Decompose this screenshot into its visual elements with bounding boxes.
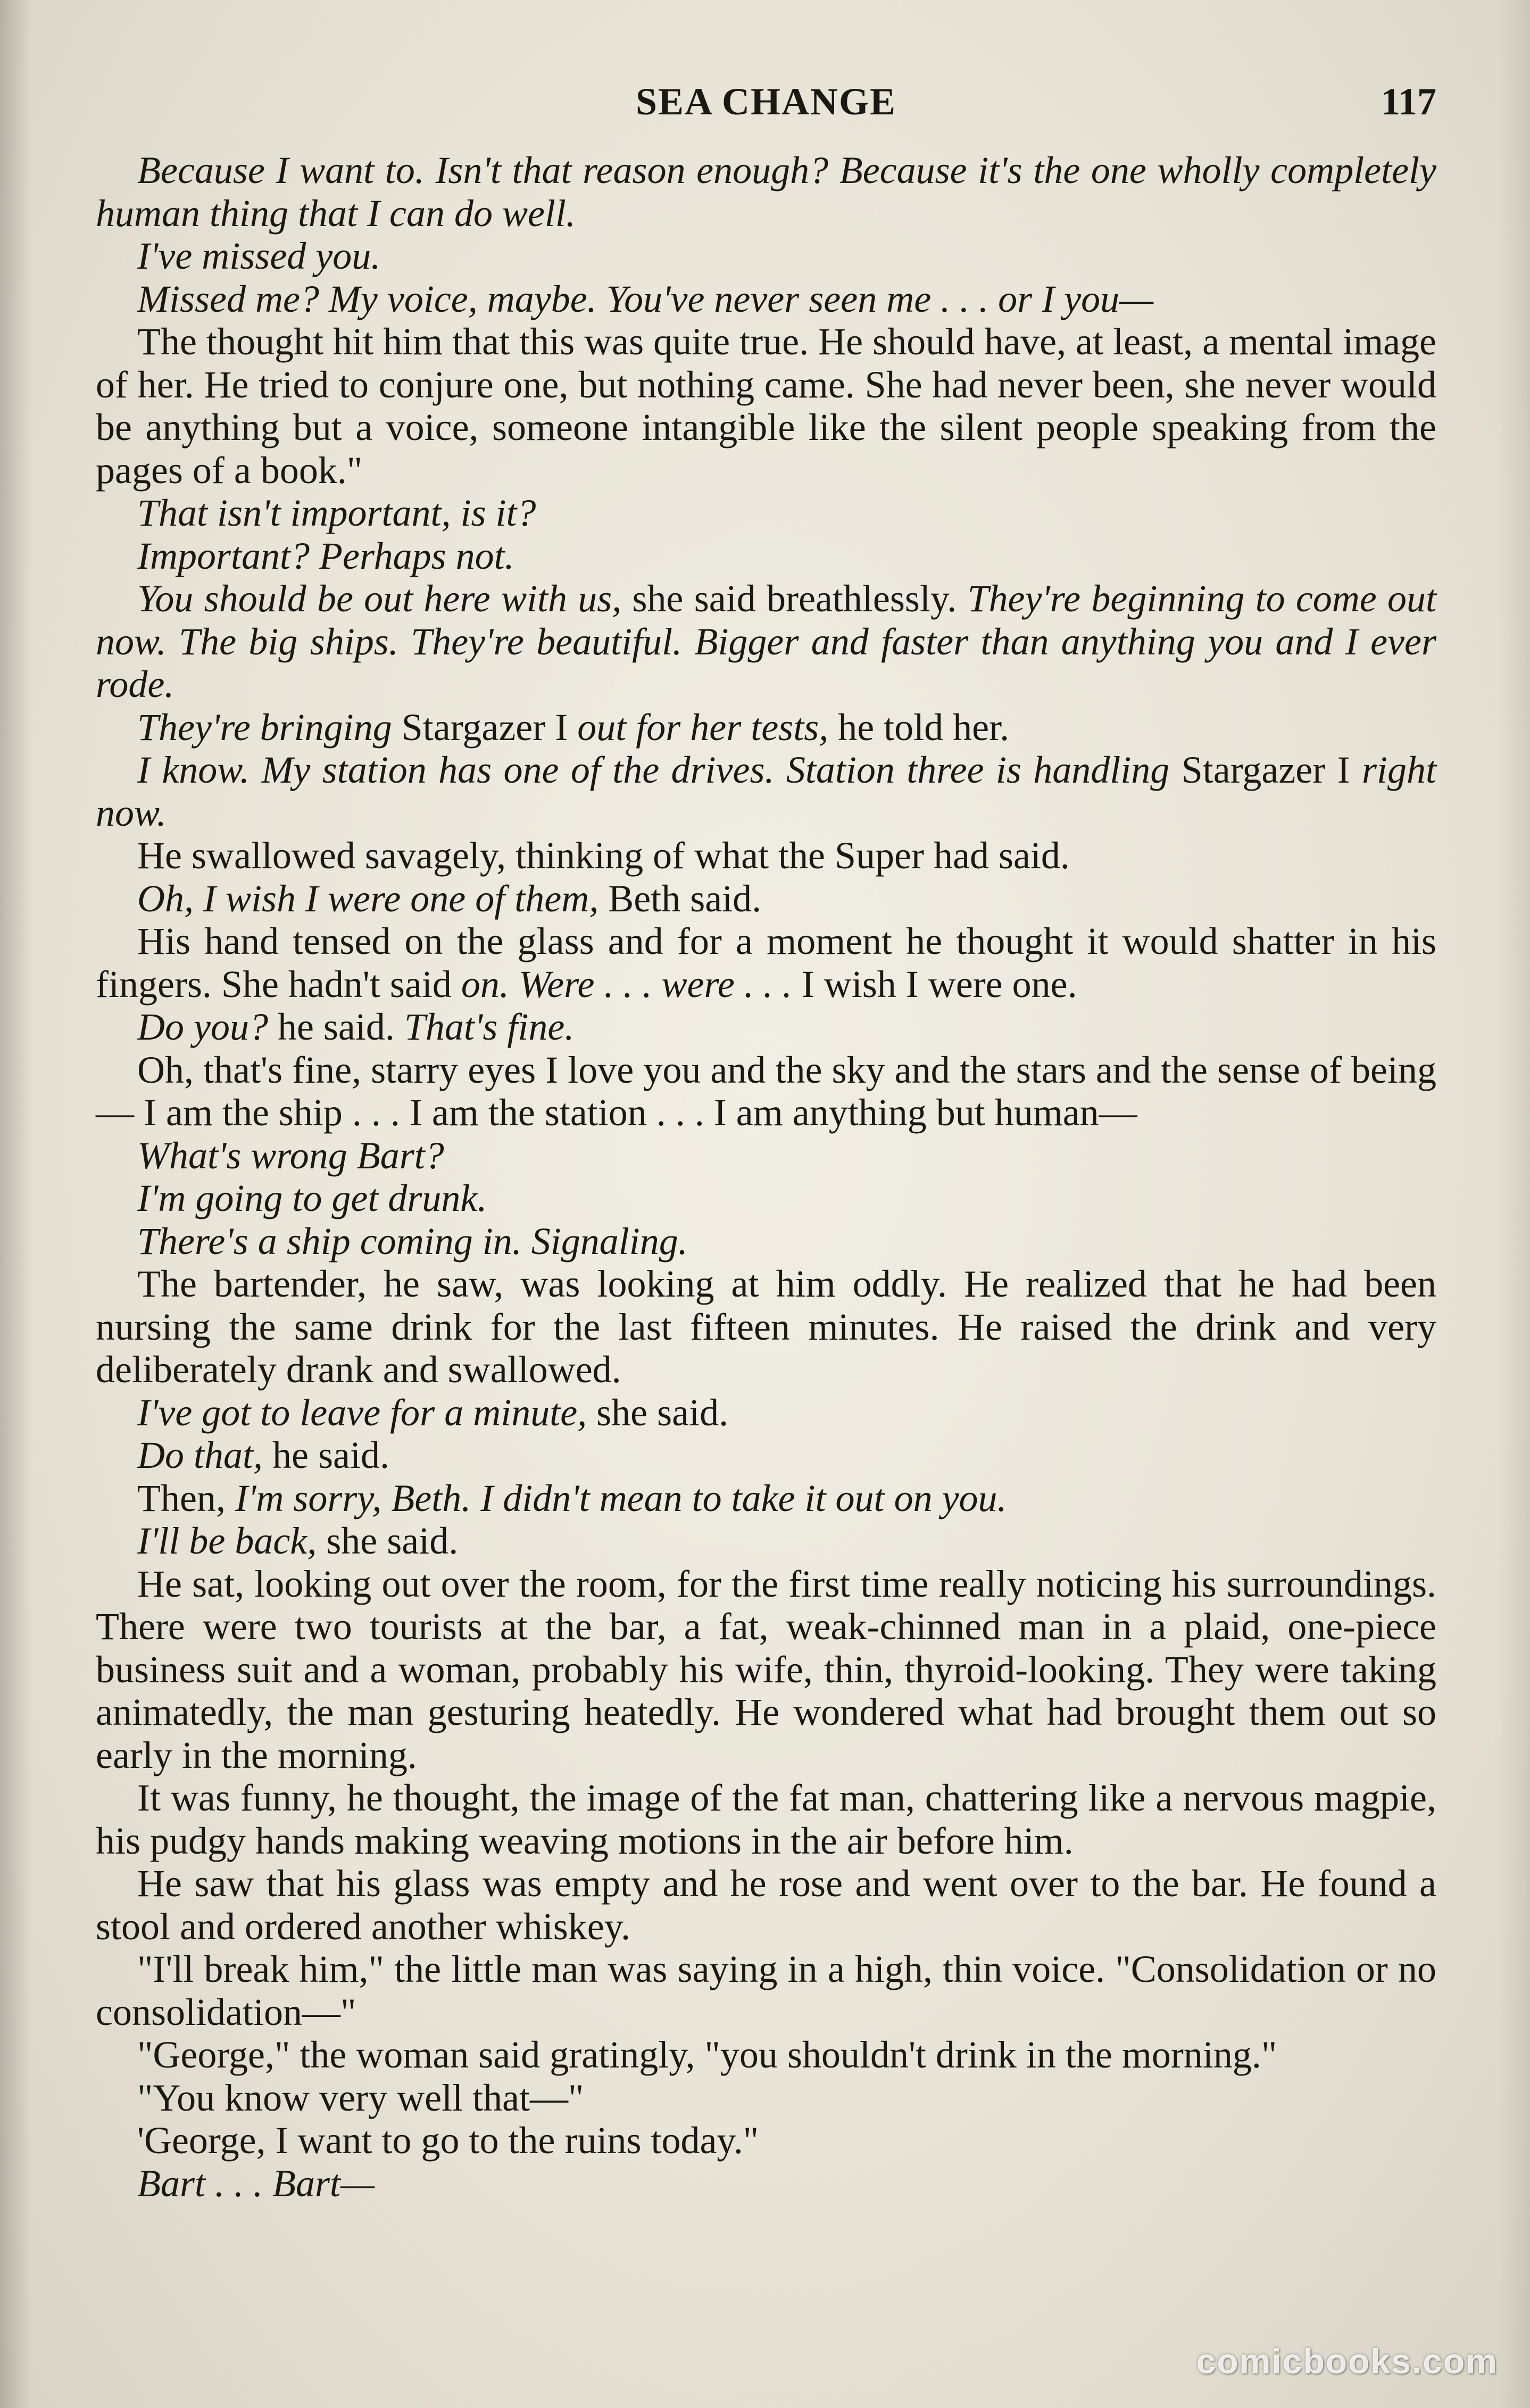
italic-text-run: I'm sorry, Beth. I didn't mean to take it out on you.	[235, 1476, 1007, 1519]
italic-text-run: out for her tests,	[577, 705, 829, 749]
paragraph	[96, 1391, 1436, 1434]
text-run: He sat, looking out over the room, for the first time really noticing his surroundings. There were two tourists at the bar, a fat, weak-chinned man in a plaid, one-piece business suit and a woman, probably his wife, thin, thyroid-looking. They were taking animatedly, the man gesturing heatedly. He wondered what had brought them out so early in the morning.	[96, 1562, 1436, 1776]
text-run: The bartender, he saw, was looking at him oddly. He realized that he had been nursing the same drink for the last fifteen minutes. He raised the drink and very deliberately drank and swallowed.	[96, 1263, 1436, 1391]
text-run: Oh, that's fine, starry eyes I love you and the sky and the stars and the sense of being— I am the ship . . . I am the station . . . I am anything but human—	[96, 1048, 1436, 1134]
italic-text-run: Do that,	[137, 1434, 263, 1476]
paragraph	[96, 492, 1436, 535]
paragraph	[96, 2033, 1436, 2077]
paragraph	[96, 2162, 1436, 2205]
paragraph	[96, 235, 1436, 278]
italic-text-run: What's wrong Bart?	[137, 1134, 444, 1177]
paragraph	[96, 1263, 1436, 1391]
italic-text-run: I'll be back,	[137, 1519, 317, 1562]
paragraph	[96, 1049, 1436, 1134]
body-text	[96, 149, 1436, 2205]
paragraph	[96, 1776, 1436, 1862]
paragraph	[96, 2119, 1436, 2162]
text-run: Then,	[137, 1476, 235, 1519]
text-run: 'George, I want to go to the ruins today."	[137, 2119, 759, 2162]
paragraph	[96, 149, 1436, 235]
text-run: The thought hit him that this was quite true. He should have, at least, a mental image of her. He tried to conjure one, but nothing came. She had never been, she never would be anything but a voice, someone intangible like the silent people speaking from the pages of a book."	[96, 320, 1436, 492]
paragraph	[96, 278, 1436, 321]
page-header	[96, 80, 1436, 128]
text-run: she said.	[317, 1519, 459, 1562]
paragraph	[96, 1862, 1436, 1948]
italic-text-run: Do you?	[137, 1006, 268, 1048]
page-edge-shadow-right	[1498, 0, 1530, 2408]
text-run: Beth said.	[598, 877, 762, 920]
text-run: he said.	[263, 1434, 389, 1476]
paragraph	[96, 1177, 1436, 1220]
text-run: "You know very well that—"	[137, 2076, 584, 2119]
paragraph	[96, 1134, 1436, 1177]
italic-text-run: Bart . . . Bart—	[137, 2162, 375, 2205]
text-run: "George," the woman said gratingly, "you shouldn't drink in the morning."	[137, 2033, 1277, 2076]
watermark: comicbooks.com	[1196, 2341, 1498, 2381]
paragraph	[96, 2077, 1436, 2120]
page-edge-shadow-left	[0, 0, 32, 2408]
text-run: she said.	[587, 1391, 729, 1434]
paragraph	[96, 1477, 1436, 1520]
text-run: He swallowed savagely, thinking of what the Super had said.	[137, 834, 1070, 877]
paragraph	[96, 877, 1436, 920]
text-run: He saw that his glass was empty and he rose and went over to the bar. He found a stool and ordered another whiskey.	[96, 1862, 1436, 1948]
paragraph	[96, 749, 1436, 834]
text-run: "I'll break him," the little man was saying in a high, thin voice. "Consolidation or no consolidation—"	[96, 1948, 1436, 2033]
paragraph	[96, 1006, 1436, 1049]
italic-text-run: right now.	[96, 749, 1436, 834]
paragraph	[96, 577, 1436, 706]
italic-text-run: Oh, I wish I were one of them,	[137, 877, 599, 920]
italic-text-run: They're bringing	[137, 705, 392, 749]
text-run: His hand tensed on the glass and for a moment he thought it would shatter in his fingers. She hadn't said	[96, 920, 1436, 1006]
italic-text-run: I've missed you.	[137, 235, 381, 277]
paragraph	[96, 706, 1436, 749]
text-run: he said.	[268, 1006, 404, 1048]
text-run: It was funny, he thought, the image of the fat man, chattering like a nervous magpie, his pudgy hands making weaving motions in the air before him.	[96, 1776, 1436, 1862]
italic-text-run: Important? Perhaps not.	[137, 534, 514, 577]
paragraph	[96, 920, 1436, 1006]
italic-text-run: I've got to leave for a minute,	[137, 1391, 587, 1434]
italic-text-run: I know. My station has one of the drives. Station three is handling	[137, 749, 1170, 791]
paragraph	[96, 1434, 1436, 1477]
text-run: I wish I were one.	[792, 962, 1077, 1006]
italic-text-run: That's fine.	[404, 1006, 575, 1048]
paragraph	[96, 834, 1436, 877]
italic-text-run: Missed me? My voice, maybe. You've never seen me . . . or I you—	[137, 277, 1154, 320]
paragraph	[96, 320, 1436, 492]
paragraph	[96, 1220, 1436, 1263]
italic-text-run: There's a ship coming in. Signaling.	[137, 1219, 688, 1263]
text-run: Stargazer I	[392, 705, 578, 749]
italic-text-run: They're beginning to come out now. The big ships. They're beautiful. Bigger and faster than anything you and I ever rode.	[96, 577, 1437, 705]
paragraph	[96, 1519, 1436, 1563]
text-run: he told her.	[828, 705, 1010, 749]
italic-text-run: on. Were . . . were . . .	[461, 962, 792, 1006]
paragraph	[96, 1948, 1436, 2033]
text-run: she said breathlessly.	[621, 577, 968, 620]
text-run: Stargazer I	[1169, 749, 1362, 791]
paragraph	[96, 1563, 1436, 1777]
paragraph	[96, 535, 1436, 578]
italic-text-run: I'm going to get drunk.	[137, 1177, 487, 1219]
italic-text-run: You should be out here with us,	[137, 577, 622, 620]
page-number: 117	[1381, 80, 1436, 123]
running-head: SEA CHANGE	[635, 80, 897, 123]
italic-text-run: Because I want to. Isn't that reason enough? Because it's the one wholly completely human thing that I can do well.	[96, 149, 1436, 235]
italic-text-run: That isn't important, is it?	[137, 492, 536, 534]
